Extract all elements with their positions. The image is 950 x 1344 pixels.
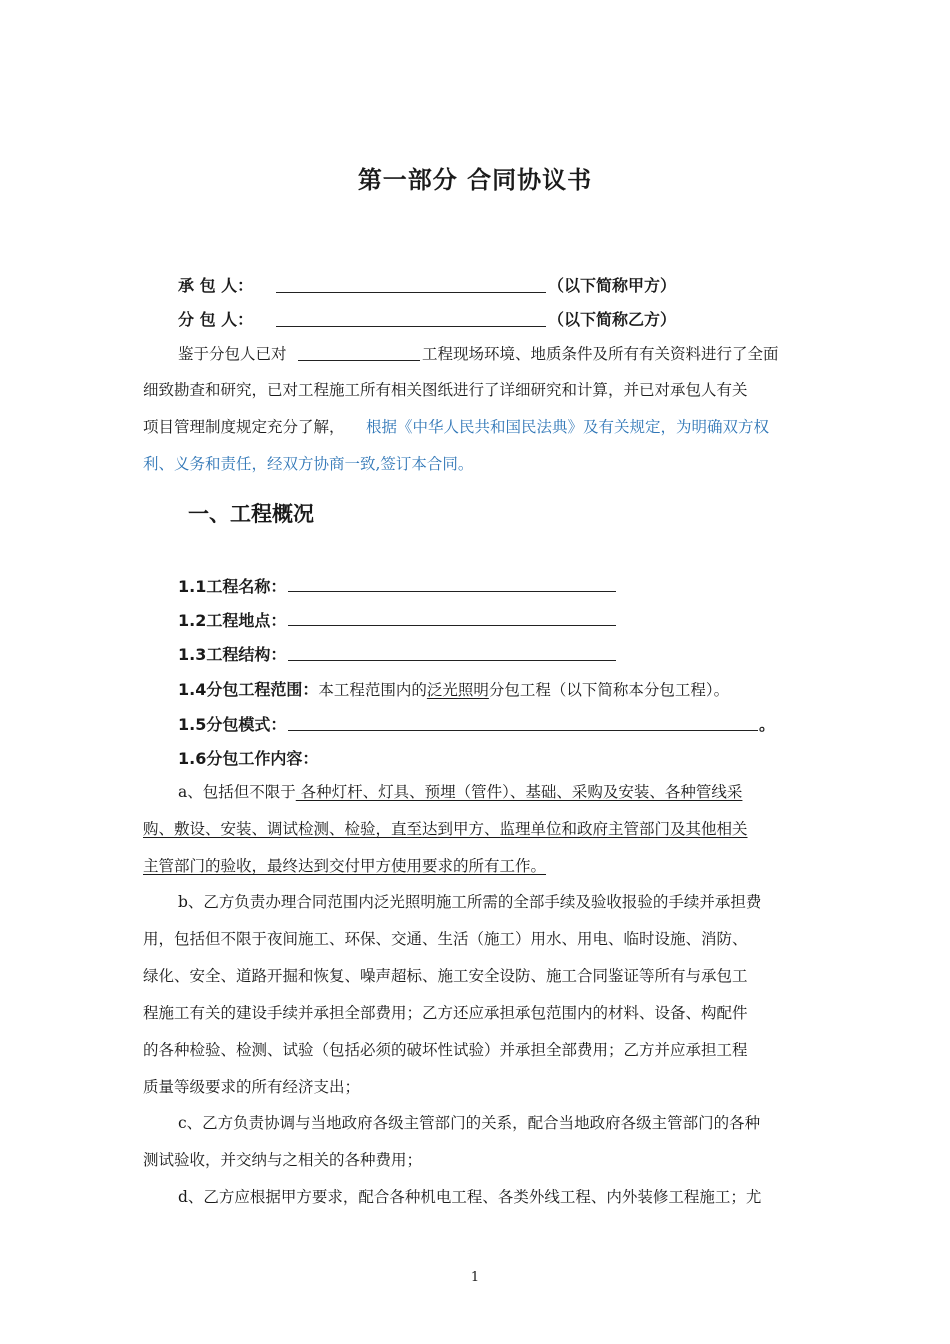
subcontractor-blank	[276, 326, 546, 327]
project-blank	[298, 360, 420, 361]
subcontractor-note: （以下简称乙方）	[548, 310, 677, 329]
page-title: 第一部分 合同协议书	[357, 166, 593, 194]
para-b-line-4: 程施工有关的建设手续并承担全部费用；乙方还应承担承包范围内的材料、设备、构配件	[143, 1004, 748, 1022]
mode-blank	[288, 730, 758, 731]
project-location-blank	[288, 625, 616, 626]
scope-text-a: 本工程范围内的	[318, 681, 427, 699]
para-a-line-3: 主管部门的验收，最终达到交付甲方使用要求的所有工作。	[143, 857, 547, 875]
intro-line-3b: 根据《中华人民共和国民法典》及有关规定，为明确双方权	[366, 418, 770, 436]
para-c-line-1: c、乙方负责协调与当地政府各级主管部门的关系，配合当地政府各级主管部门的各种	[178, 1114, 761, 1132]
mode-label: 1.5分包模式：	[178, 715, 287, 734]
subcontractor-label: 分 包 人：	[178, 310, 254, 329]
para-a-text-1: 各种灯杆、灯具、预埋（管件）、基础、采购及安装、各种管线采	[295, 783, 743, 801]
project-structure-label: 1.3工程结构：	[178, 645, 287, 664]
mode-end: 。	[759, 715, 776, 734]
project-structure-blank	[288, 660, 616, 661]
para-b-line-2: 用，包括但不限于夜间施工、环保、交通、生活（施工）用水、用电、临时设施、消防、	[143, 930, 748, 948]
scope-label: 1.4分包工程范围：	[178, 680, 319, 699]
contractor-note: （以下简称甲方）	[548, 276, 677, 295]
section-heading: 一、工程概况	[188, 502, 314, 526]
intro-line-3a: 项目管理制度规定充分了解，	[143, 418, 345, 436]
contractor-blank	[276, 292, 546, 293]
scope-text-underlined: 泛光照明	[426, 681, 489, 699]
scope-line	[178, 677, 729, 700]
scope-text-b: 分包工程（以下简称本分包工程）。	[488, 681, 730, 699]
content-label: 1.6分包工作内容：	[178, 749, 319, 768]
para-a-line-1	[178, 780, 742, 802]
intro-line-2: 细致勘查和研究，已对工程施工所有相关图纸进行了详细研究和计算，并已对承包人有关	[143, 381, 748, 399]
para-b-line-1: b、乙方负责办理合同范围内泛光照明施工所需的全部手续及验收报验的手续并承担费	[178, 893, 762, 911]
project-name-label: 1.1工程名称：	[178, 577, 287, 596]
intro-line-4: 利、义务和责任，经双方协商一致,签订本合同。	[143, 455, 474, 473]
para-b-line-5: 的各种检验、检测、试验（包括必须的破坏性试验）并承担全部费用；乙方并应承担工程	[143, 1041, 748, 1059]
intro-line-1a: 鉴于分包人已对	[178, 345, 287, 363]
intro-line-1b: 工程现场环境、地质条件及所有有关资料进行了全面	[422, 345, 779, 363]
contractor-label: 承 包 人：	[178, 276, 254, 295]
project-name-blank	[288, 591, 616, 592]
para-a-line-2: 购、敷设、安装、调试检测、检验，直至达到甲方、监理单位和政府主管部门及其他相关	[143, 820, 748, 838]
para-c-line-2: 测试验收，并交纳与之相关的各种费用；	[143, 1151, 423, 1169]
project-location-label: 1.2工程地点：	[178, 611, 287, 630]
para-b-line-3: 绿化、安全、道路开掘和恢复、噪声超标、施工安全设防、施工合同鉴证等所有与承包工	[143, 967, 748, 985]
para-b-line-6: 质量等级要求的所有经济支出；	[143, 1078, 361, 1096]
para-a-prefix: a、包括但不限于	[178, 783, 296, 801]
page-number: 1	[470, 1270, 480, 1285]
para-d-line-1: d、乙方应根据甲方要求，配合各种机电工程、各类外线工程、内外装修工程施工；尤	[178, 1188, 762, 1206]
